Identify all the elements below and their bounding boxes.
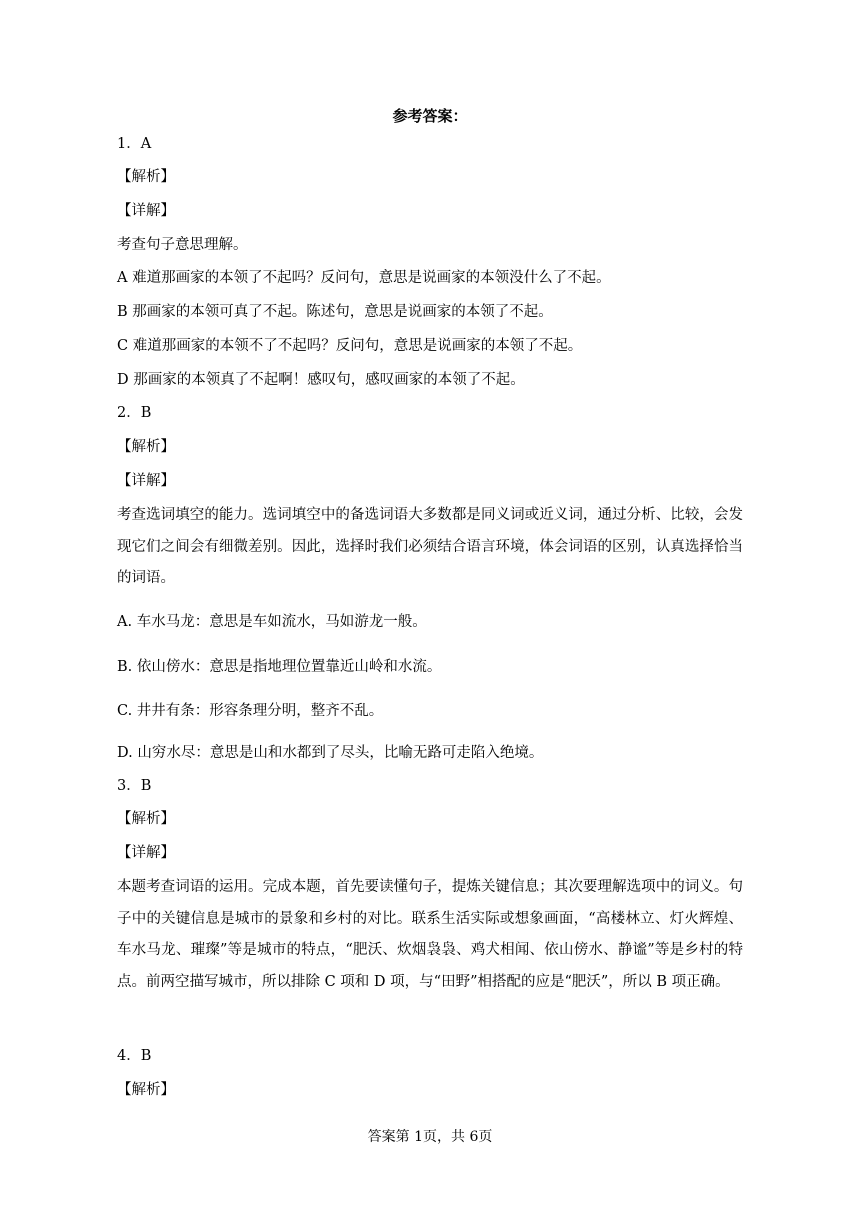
q3-answer: 3．B [117,778,152,794]
q3-detail-label: 【详解】 [117,845,175,861]
q3-analysis-label: 【解析】 [117,811,175,827]
page-title: 参考答案： [392,107,468,125]
q1-analysis-label: 【解析】 [117,169,175,185]
q2-answer: 2．B [117,405,152,421]
q1-intro: 考查句子意思理解。 [117,237,248,253]
page-footer: 答案第 1页，共 6页 [367,1129,493,1145]
q2-option-b: B. 依山傍水：意思是指地理位置靠近山岭和水流。 [117,659,442,675]
q2-option-a: A. 车水马龙：意思是车如流水，马如游龙一般。 [117,614,427,630]
q2-option-c: C. 井井有条：形容条理分明，整齐不乱。 [117,703,384,719]
q2-option-d: D. 山穷水尽：意思是山和水都到了尽头，比喻无路可走陷入绝境。 [117,745,544,761]
q1-option-b: B 那画家的本领可真了不起。陈述句，意思是说画家的本领了不起。 [117,304,553,320]
q2-intro: 考查选词填空的能力。选词填空中的备选词语大多数都是同义词或近义词，通过分析、比较，会发现它们之间会有细微差别。因此，选择时我们必须结合语言环境，体会词语的区别，认真选择恰当的词语。 [117,507,743,586]
q1-answer: 1．A [117,136,152,152]
q4-answer: 4．B [117,1048,152,1064]
q3-body: 本题考查词语的运用。完成本题，首先要读懂句子，提炼关键信息；其次要理解选项中的词义。句子中的关键信息是城市的景象和乡村的对比。联系生活实际或想象画面，“高楼林立、灯火辉煌、车水马龙、璀璨”等是城市的特点，“肥沃、炊烟袅袅、鸡犬相闻、依山傍水、静谧”等是乡村的特点。前两空描写城市，所以排除 C 项和 D 项，与“田野”相搭配的应是“肥沃”，所以 B 项正确。 [117,879,743,990]
q1-option-c: C 难道那画家的本领不了不起吗？反问句，意思是说画家的本领了不起。 [117,338,583,354]
q2-detail-label: 【详解】 [117,473,175,489]
q1-option-d: D 那画家的本领真了不起啊！感叹句，感叹画家的本领了不起。 [117,372,525,388]
q1-option-a: A 难道那画家的本领了不起吗？反问句，意思是说画家的本领没什么了不起。 [117,270,611,286]
q1-detail-label: 【详解】 [117,203,175,219]
q2-analysis-label: 【解析】 [117,439,175,455]
q4-analysis-label: 【解析】 [117,1082,175,1098]
